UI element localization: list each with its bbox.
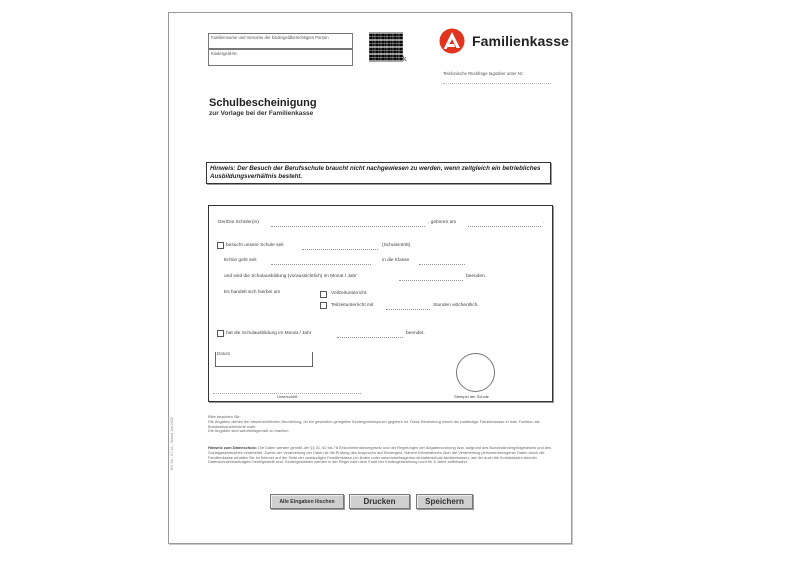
goes-since-label: Er/Sie geht seit — [224, 258, 257, 263]
notes-block — [208, 415, 553, 434]
signature-label: Unterschrift — [277, 394, 298, 399]
notes-text-1: Die Angaben dienen der steuerrechtlichen Beurteilung, ob ein gesetzlich geregelter Kindergeldanspruch gegeben ist. Diese Beurteilung nimmt die zuständige Familienkasse in ihrer Funktion als Bundesfinanzbehörde wahr. — [208, 418, 540, 429]
document-subtitle: zur Vorlage bei der Familienkasse — [209, 110, 314, 117]
born-label: , geboren am — [428, 220, 457, 225]
document-title: Schulbescheinigung — [209, 97, 317, 109]
please-note-heading: Bitte beachten Sie: — [208, 414, 241, 419]
phone-label: Telefonische Rückfrage tagsüber unter Nr.: — [443, 71, 525, 76]
fulltime-label: Vollzeitunterricht — [331, 291, 367, 296]
form-code: KG 5a - 07.22 - Stand Juli 2022 — [170, 416, 174, 470]
privacy-block — [208, 446, 553, 465]
privacy-text: Die Daten werden gemäß der §§ 31, 62 bis 78 Einkommensteuergesetz und der Regelungen der Abgabenordnung bzw. aufgrund des Bundeskindergeldgesetzes und des Sozialgesetzbuches verarbeitet. Zweck der Verarbeitung der Daten ist die Prüfung des Anspruchs auf Kindergeld. Nähere Informationen über die Verarbeitung personenbezogener Daten durch die Familienkasse erhalten Sie im Internet auf der Seite der zuständigen Familienkasse (zu finden unter www.arbeitsagentur.de/datenschutz-familienkasse), auf der auch die Kontaktdaten des/der Datenschutzbeauftragten bereitgestellt sind. Kindergeldakten werden in der Regel nach dem Ende der Kindergeldzahlung noch für 6 Jahre aufbewahrt. — [208, 445, 552, 465]
attends-label: besucht unsere Schule seit — [226, 243, 284, 248]
save-button[interactable]: Speichern — [416, 494, 473, 509]
date-label: Datum — [217, 351, 231, 356]
ended-checkbox[interactable] — [217, 330, 224, 337]
period: . — [543, 220, 545, 225]
ended-label: hat die Schulausbildung im Monat / Jahr — [226, 331, 312, 336]
brand-name: Familienkasse — [472, 33, 570, 49]
certificate-form — [208, 205, 553, 402]
type-label: Es handelt sich hierbei um — [224, 290, 281, 295]
school-entry-input[interactable] — [302, 249, 378, 250]
kindergeld-number-field[interactable] — [208, 49, 353, 66]
student-label: Der/Die Schüler(in) — [218, 220, 259, 225]
class-label: in die Klasse — [382, 258, 410, 263]
hint-box: Hinweis: Der Besuch der Berufsschule braucht nicht nachgewiesen zu werden, wenn zeitgleich ein betriebliches Ausbildungsverhältnis besteht. — [206, 162, 551, 184]
finish-suffix: beenden. — [466, 274, 487, 279]
privacy-heading: Hinweis zum Datenschutz: — [208, 445, 258, 450]
finish-label: und wird die Schulausbildung (voraussichtlich) im Monat / Jahr — [224, 274, 357, 279]
barcode-pattern — [369, 32, 403, 62]
parent-name-field[interactable] — [208, 33, 353, 49]
hours-input[interactable] — [386, 309, 430, 310]
birthdate-input[interactable] — [468, 226, 541, 227]
goes-since-input[interactable] — [271, 264, 371, 265]
date-field[interactable] — [215, 352, 313, 367]
parttime-label: Teilzeitunterricht mit — [331, 303, 374, 308]
print-button[interactable]: Drucken — [349, 494, 410, 509]
kindergeld-number-label: Kindergeld-Nr. — [211, 51, 238, 56]
finish-date-input[interactable] — [399, 280, 463, 281]
class-input[interactable] — [419, 264, 465, 265]
entry-label: (Schuleintritt). — [382, 243, 412, 248]
clear-all-button[interactable]: Alle Eingaben löschen — [270, 494, 344, 509]
parttime-checkbox[interactable] — [320, 302, 327, 309]
parent-name-label: Familienname und Vorname der kindergeldberechtigten Person — [211, 35, 329, 40]
student-name-input[interactable] — [271, 226, 425, 227]
ended-date-input[interactable] — [337, 337, 403, 338]
phone-input-line[interactable] — [443, 83, 551, 84]
notes-text-2: Die Angaben sind wahrheitsgemäß zu machen. — [208, 428, 290, 434]
school-stamp-circle — [456, 353, 495, 392]
attends-checkbox[interactable] — [217, 242, 224, 249]
ended-suffix: beendet. — [406, 331, 425, 336]
hours-label: Stunden wöchentlich. — [433, 303, 479, 308]
familienkasse-logo-icon — [439, 28, 465, 54]
stamp-label: Stempel der Schule — [454, 394, 489, 399]
barcode-suffix: k — [403, 56, 407, 63]
fulltime-checkbox[interactable] — [320, 291, 327, 298]
